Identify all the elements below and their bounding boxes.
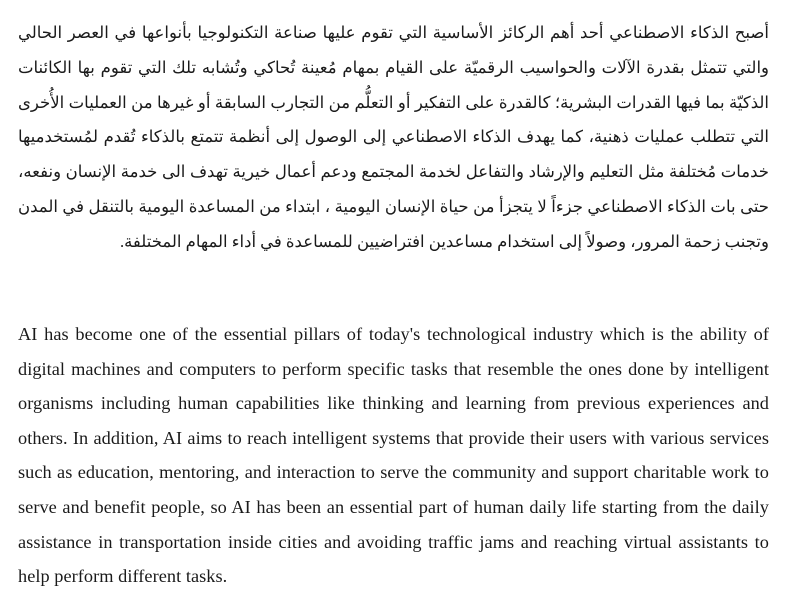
arabic-paragraph: أصبح الذكاء الاصطناعي أحد أهم الركائز الأساسية التي تقوم عليها صناعة التكنولوجيا بأنواعها في العصر الحالي والتي تتمثل بقدرة الآلات والحواسيب الرقميّة على القيام بمهام مُعينة تُحاكي وتُشابه تلك التي تقوم بها الكائنات الذكيّة بما فيها القدرات البشرية؛ كالقدرة على التفكير أو التعلُّم من التجارب السابقة أو غيرها من العمليات الأُخرى التي تتطلب عمليات ذهنية، كما يهدف الذكاء الاصطناعي إلى الوصول إلى أنظمة تتمتع بالذكاء تُقدم لمُستخدميها خدمات مُختلفة مثل التعليم والإرشاد والتفاعل لخدمة المجتمع ودعم أعمال خيرية تهدف الى خدمة الإنسان ونفعه، حتى بات الذكاء الاصطناعي جزءاً لا يتجزأ من حياة الإنسان اليومية ، ابتداء من المساعدة اليومية بالتنقل في المدن وتجنب زحمة المرور، وصولاً إلى استخدام مساعدين افتراضيين للمساعدة في أداء المهام المختلفة. — [18, 23, 770, 251]
english-paragraph: AI has become one of the essential pillars of today's technological industry which is the ability of digital machines and computers to perform specific tasks that resemble the ones done by intelligent organisms including human capabilities like thinking and learning from previous experiences and others. In addition, AI aims to reach intelligent systems that provide their users with various services such as education, mentoring, and interaction to serve the community and support charitable work to serve and benefit people, so AI has been an essential part of human daily life starting from the daily assistance in transportation inside cities and avoiding traffic jams and reaching virtual assistants to help perform different tasks. — [18, 324, 769, 587]
